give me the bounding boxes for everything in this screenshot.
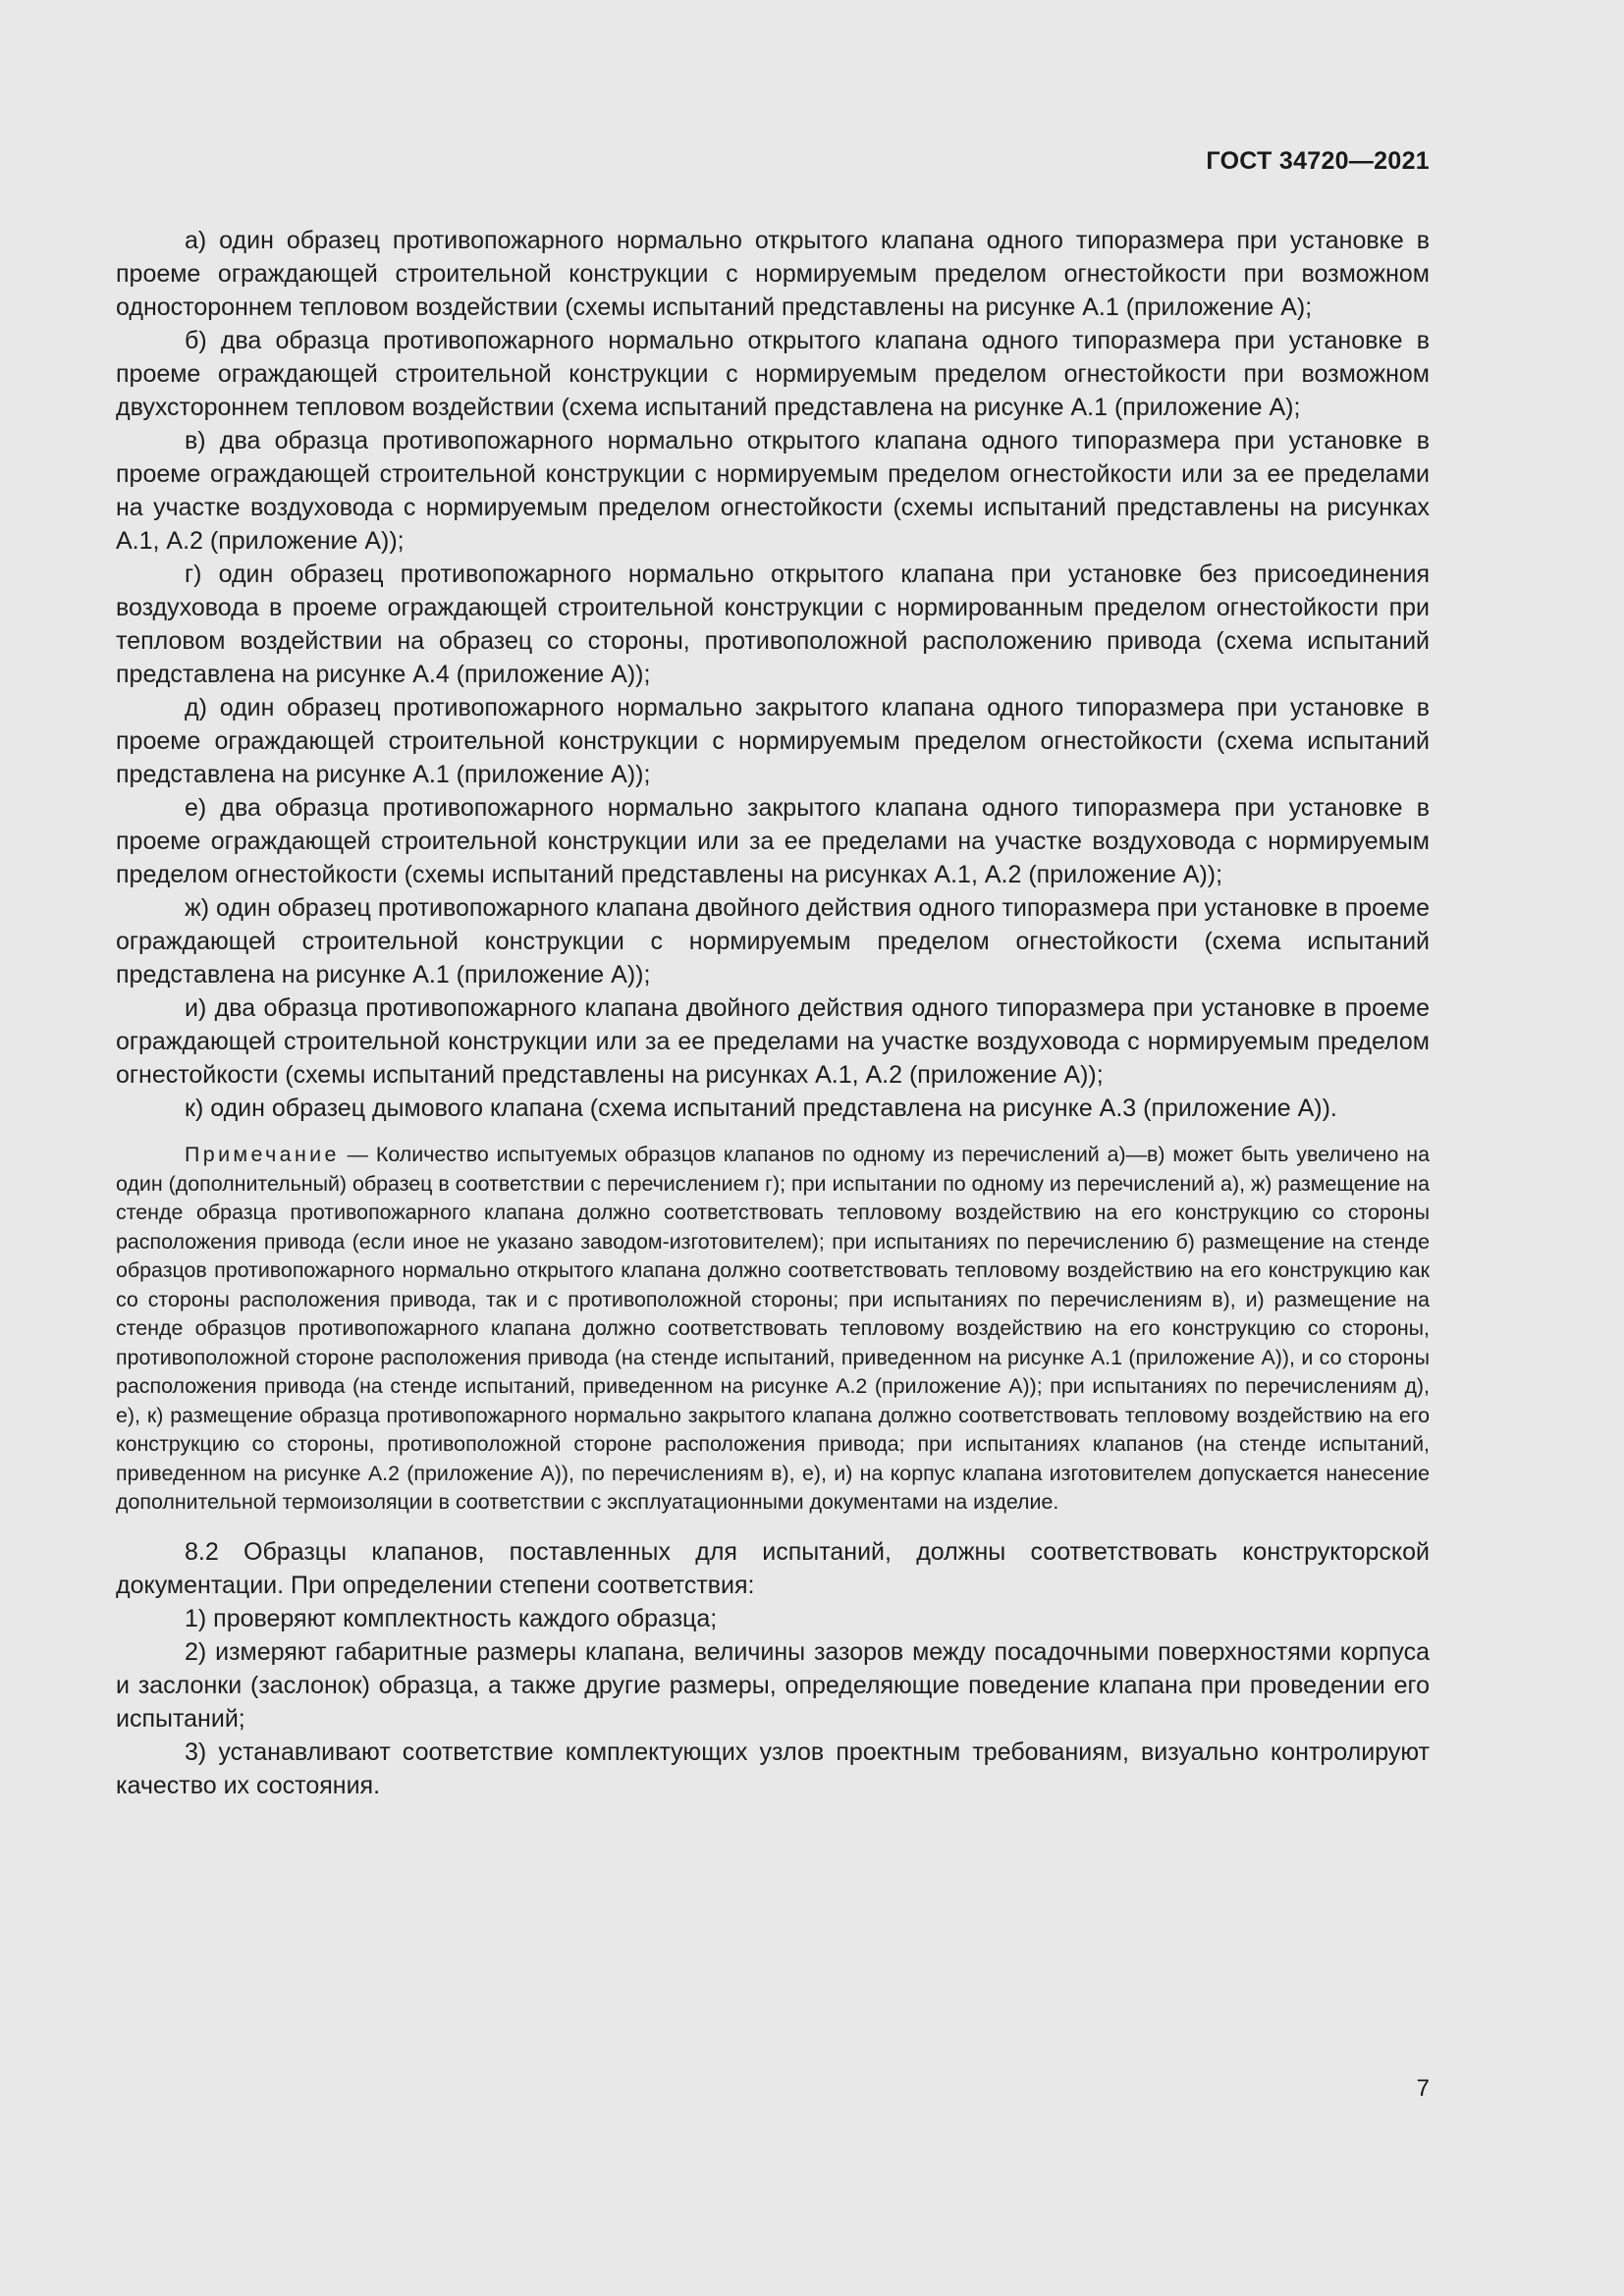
section-step-2: 2) измеряют габаритные размеры клапана, величины зазоров между посадочными поверхностями корпуса и заслонки (заслонок) образца, а также другие размеры, определяющие поведение клапана при проведении его испытаний; <box>116 1637 1430 1733</box>
list-item-d: д) один образец противопожарного нормально закрытого клапана одного типоразмера при установке в проеме ограждающей строительной конструкции с нормируемым пределом огнестойкости (схема испытаний представлена на рисунке А.1 (приложение А)); <box>116 694 1430 788</box>
document-standard-number: ГОСТ 34720—2021 <box>1206 147 1430 175</box>
section-step-1: 1) проверяют комплектность каждого образца; <box>185 1604 718 1632</box>
list-item-k: к) один образец дымового клапана (схема испытаний представлена на рисунке А.3 (приложение А)). <box>185 1095 1337 1122</box>
page-number: 7 <box>1416 2075 1430 2102</box>
section-step-3: 3) устанавливают соответствие комплектующих узлов проектным требованиям, визуально контролируют качество их состояния. <box>116 1737 1430 1799</box>
note-block <box>116 1141 1430 1518</box>
section-8-2-intro: 8.2 Образцы клапанов, поставленных для испытаний, должны соответствовать конструкторской документации. При определении степени соответствия: <box>116 1537 1430 1599</box>
list-item-zh: ж) один образец противопожарного клапана двойного действия одного типоразмера при установке в проеме ограждающей строительной конструкции с нормируемым пределом огнестойкости (схема испытаний представлена на рисунке А.1 (приложение А)); <box>116 894 1430 988</box>
note-text: — Количество испытуемых образцов клапанов по одному из перечислений а)—в) может быть увеличено на один (дополнительный) образец в соответствии с перечислением г); при испытании по одному из перечислений а), ж) размещение на стенде образца противопожарного клапана должно соответствовать тепловому воздействию на его конструкцию со стороны расположения привода (если иное не указано заводом-изготовителем); при испытаниях по перечислению б) размещение на стенде образцов противопожарного нормально открытого клапана должно соответствовать тепловому воздействию на его конструкцию как со стороны расположения привода, так и с противоположной стороны; при испытаниях по перечислениям в), и) размещение на стенде образцов противопожарного клапана должно соответствовать тепловому воздействию на его конструкцию со стороны, противоположной стороне расположения привода (на стенде испытаний, приведенном на рисунке А.1 (приложение А)), и со стороны расположения привода (на стенде испытаний, приведенном на рисунке А.2 (приложение А)); при испытаниях по перечислениям д), е), к) размещение образца противопожарного нормально закрытого клапана должно соответствовать тепловому воздействию на его конструкцию со стороны, противоположной стороне расположения привода; при испытаниях клапанов (на стенде испытаний, приведенном на рисунке А.2 (приложение А)), по перечислениям в), е), и) на корпус клапана изготовителем допускается нанесение дополнительной термоизоляции в соответствии с эксплуатационными документами на изделие. <box>116 1143 1430 1514</box>
list-item-g: г) один образец противопожарного нормально открытого клапана при установке без присоединения воздуховода в проеме ограждающей строительной конструкции с нормированным пределом огнестойкости при тепловом воздействии на образец со стороны, противоположной расположению привода (схема испытаний представлена на рисунке А.4 (приложение А)); <box>116 561 1430 688</box>
list-item-e: е) два образца противопожарного нормально закрытого клапана одного типоразмера при установке в проеме ограждающей строительной конструкции или за ее пределами на участке воздуховода с нормируемым пределом огнестойкости (схемы испытаний представлены на рисунках А.1, А.2 (приложение А)); <box>116 794 1430 888</box>
note-label: Примечание <box>185 1143 340 1166</box>
list-item-i: и) два образца противопожарного клапана двойного действия одного типоразмера при установке в проеме ограждающей строительной конструкции или за ее пределами на участке воздуховода с нормируемым пределом огнестойкости (схемы испытаний представлены на рисунках А.1, А.2 (приложение А)); <box>116 994 1430 1089</box>
page-content <box>116 224 1430 1802</box>
list-item-a: а) один образец противопожарного нормально открытого клапана одного типоразмера при установке в проеме ограждающей строительной конструкции с нормируемым пределом огнестойкости при возможном одностороннем тепловом воздействии (схемы испытаний представлены на рисунке А.1 (приложение А); <box>116 227 1430 321</box>
list-item-b: б) два образца противопожарного нормально открытого клапана одного типоразмера при установке в проеме ограждающей строительной конструкции с нормируемым пределом огнестойкости при возможном двухстороннем тепловом воздействии (схема испытаний представлена на рисунке А.1 (приложение А); <box>116 327 1430 421</box>
list-item-v: в) два образца противопожарного нормально открытого клапана одного типоразмера при установке в проеме ограждающей строительной конструкции с нормируемым пределом огнестойкости или за ее пределами на участке воздуховода с нормируемым пределом огнестойкости (схемы испытаний представлены на рисунках А.1, А.2 (приложение А)); <box>116 427 1430 555</box>
